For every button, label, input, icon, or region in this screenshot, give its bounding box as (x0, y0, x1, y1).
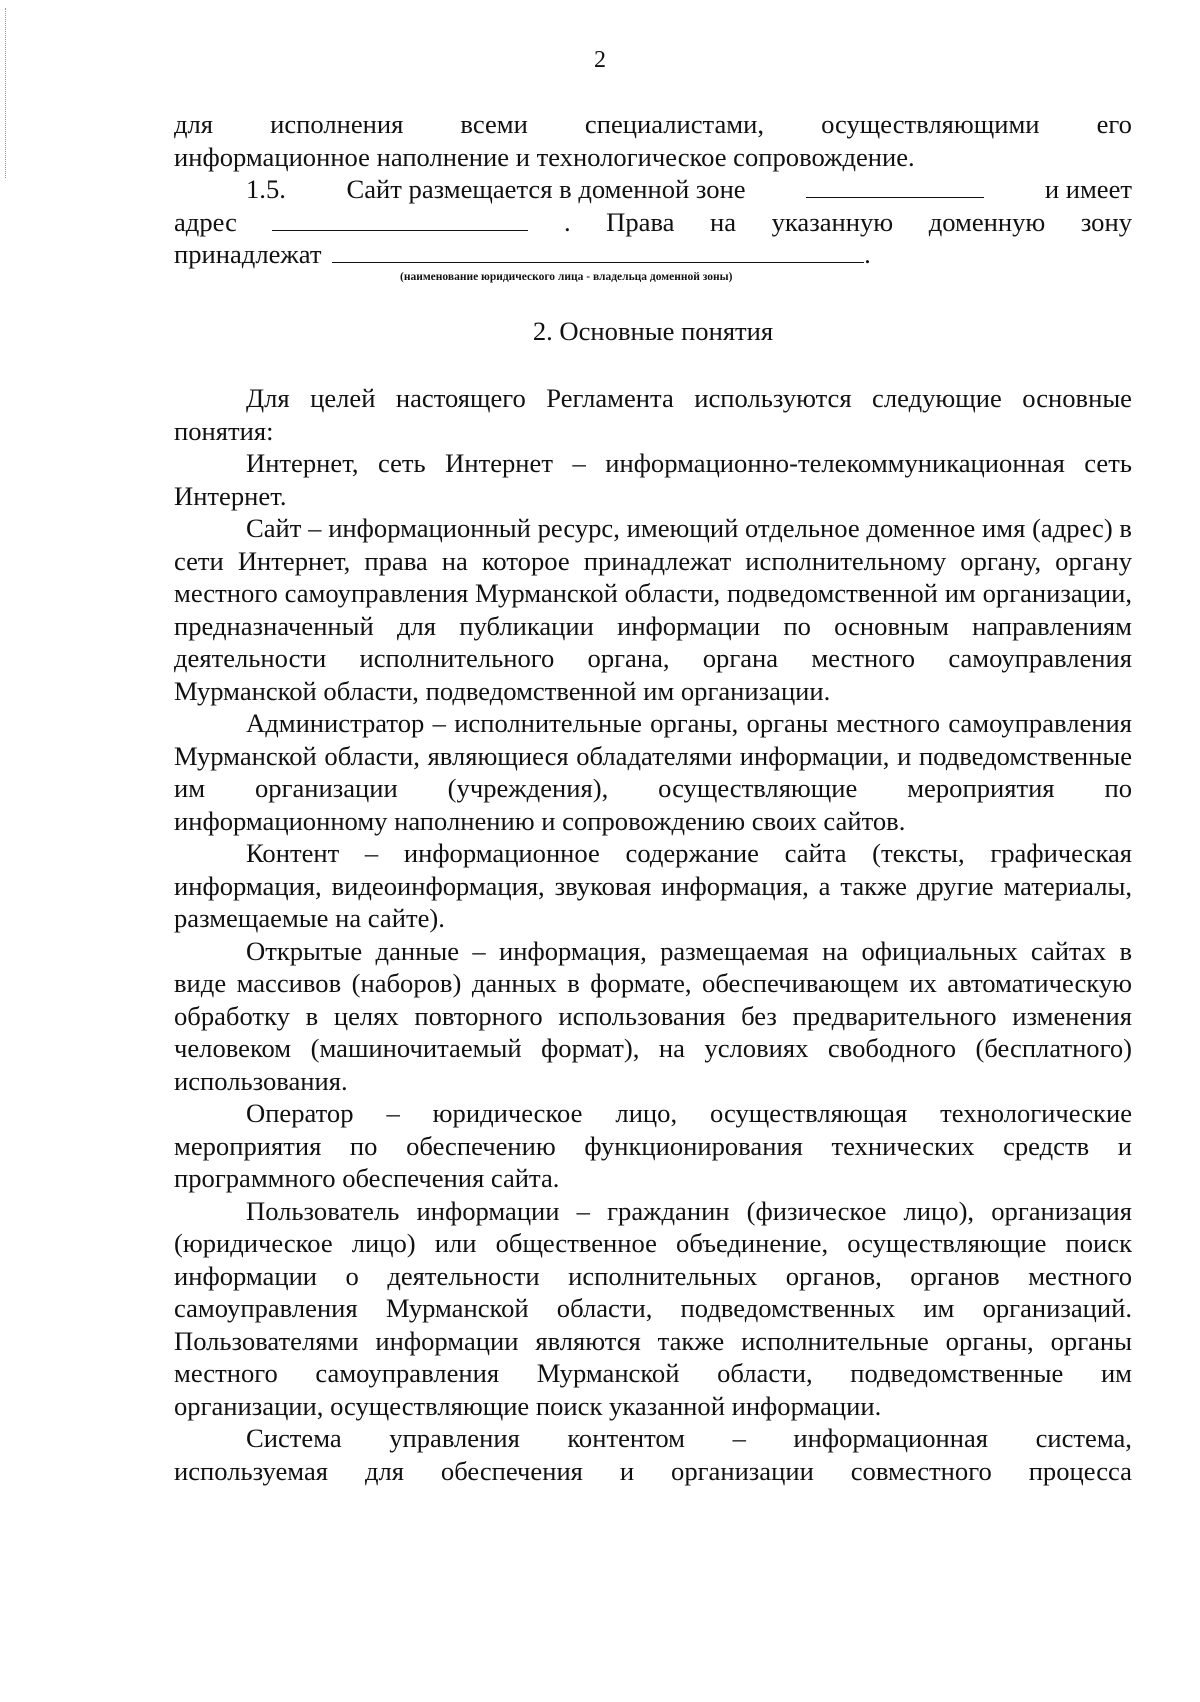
paragraph: Оператор – юридическое лицо, осуществляющая технологические мероприятия по обеспечению функционирования технических средств и программного обеспечения сайта. (174, 1098, 1132, 1193)
word: всеми (460, 109, 528, 139)
clause-1-5-line-2 (174, 206, 1132, 239)
word: специалистами, (584, 109, 765, 139)
intro-line-2: информационное наполнение и технологическое сопровождение. (174, 141, 915, 172)
owner-blank (332, 238, 864, 263)
domain-zone-blank (806, 173, 984, 198)
end-dot: . (864, 239, 871, 269)
clause-1-5-line-3 (174, 238, 1132, 271)
word: обеспечения (440, 1455, 583, 1486)
owner-caption: (наименование юридического лица - владельца доменной зоны) (400, 270, 733, 283)
address-label: адрес (174, 206, 237, 237)
paragraph: Администратор – исполнительные органы, органы местного самоуправления Мурманской области, являющиеся обладателями информации, и подведомственные им организации (учреждения), осуществляющие мероприятия по информационному наполнению и сопровождению своих сайтов. (174, 708, 1132, 836)
word: Права (606, 206, 675, 237)
paragraph: Открытые данные – информация, размещаемая на официальных сайтах в виде массивов (наборов) данных в формате, обеспечивающем их автоматическую обработку в целях повторного использования без предварительного изменения человеком (машиночитаемый формат), на условиях свободного (бесплатного) использования. (174, 935, 1132, 1096)
scan-margin-marks (5, 8, 9, 178)
paragraph: Для целей настоящего Регламента используются следующие основные понятия: (174, 383, 1132, 446)
paragraph: Пользователь информации – гражданин (физическое лицо), организация (юридическое лицо) или общественное объединение, осуществляющие поиск информации о деятельности исполнительных органов, органов местного самоуправления Мурманской области, подведомственных им организаций. Пользователями информации являются также исполнительные органы, органы местного самоуправления Мурманской области, подведомственные им организации, осуществляющие поиск указанной информации. (174, 1195, 1132, 1421)
paragraph: Сайт – информационный ресурс, имеющий отдельное доменное имя (адрес) в сети Интернет, права на которое принадлежат исполнительному органу, органу местного самоуправления Мурманской области, подведомственной им организации, предназначенный для публикации информации по основным направлениям деятельности исполнительного органа, органа местного самоуправления Мурманской области, подведомственной им организации. (174, 513, 1132, 706)
paragraph: Контент – информационное содержание сайта (тексты, графическая информация, видеоинформация, звуковая информация, а также другие материалы, размещаемые на сайте). (174, 838, 1132, 933)
clause-number: 1.5. (246, 174, 286, 204)
page-number: 2 (594, 47, 606, 73)
word: информационная (793, 1423, 989, 1453)
word: используемая (174, 1455, 328, 1486)
word: организации (671, 1455, 814, 1486)
clause-1-5-line-1 (174, 173, 1132, 206)
word: система, (1035, 1423, 1132, 1453)
word: исполнения (270, 109, 404, 139)
paragraph: Интернет, сеть Интернет – информационно-телекоммуникационная сеть Интернет. (174, 448, 1132, 511)
word: для (364, 1455, 404, 1486)
word: зону (1080, 206, 1132, 237)
word: контентом (567, 1423, 686, 1453)
intro-line-1 (174, 108, 1132, 141)
word: осуществляющими (821, 109, 1040, 139)
last-paragraph-line-2 (174, 1455, 1132, 1488)
document-body (174, 108, 1132, 1487)
section-title: 2. Основные понятия (532, 315, 774, 346)
belong-label: принадлежат (174, 239, 322, 269)
word: для (174, 109, 214, 139)
address-blank (272, 206, 528, 231)
word: его (1096, 109, 1132, 139)
word: . (563, 206, 571, 237)
word: на (710, 206, 737, 237)
clause-text: и имеет (1044, 174, 1132, 204)
word: процесса (1028, 1455, 1132, 1486)
word: совместного (850, 1455, 992, 1486)
last-paragraph-line-1 (174, 1422, 1132, 1455)
word: Система (246, 1423, 342, 1453)
word: – (732, 1423, 746, 1453)
clause-text: Сайт размещается в доменной зоне (346, 174, 746, 204)
word: и (619, 1455, 635, 1486)
word: указанную (771, 206, 894, 237)
word: доменную (928, 206, 1046, 237)
word: управления (389, 1423, 520, 1453)
